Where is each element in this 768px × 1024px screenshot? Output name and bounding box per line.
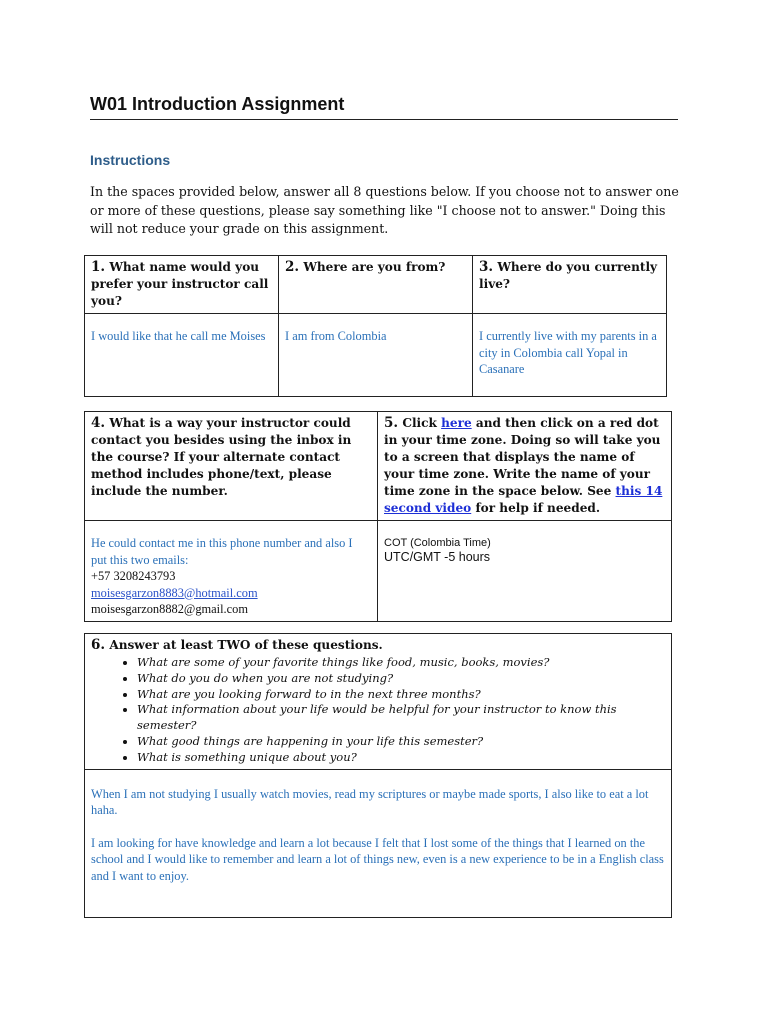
answer-6-paragraph-2: I am looking for have knowledge and learn a lot because I felt that I lost some of the things that I learned on the school and I would like to remember and learn a lot of things new, even is a new experience to be in a English class and I want to enjoy.	[91, 835, 664, 883]
questions-table-3	[84, 633, 672, 918]
question-6-bullet: • What are you looking forward to in the next three months?	[137, 687, 665, 703]
instructions-heading: Instructions	[90, 152, 171, 168]
question-6-bullet: • What are some of your favorite things like food, music, books, movies?	[137, 655, 665, 671]
question-6-bullet: • What do you do when you are not studying?	[137, 671, 665, 687]
answer-5[interactable]	[384, 536, 665, 564]
answer-2-cell[interactable]	[279, 314, 473, 397]
answer-1[interactable]: I would like that he call me Moises	[91, 329, 266, 343]
question-1-cell	[85, 256, 279, 314]
email-link-hotmail[interactable]: moisesgarzon8883@hotmail.com	[91, 585, 258, 600]
answer-4-cell[interactable]	[85, 521, 378, 622]
question-6: 6. Answer at least TWO of these questions.	[91, 637, 383, 653]
document-title: W01 Introduction Assignment	[90, 94, 678, 120]
answer-1-cell[interactable]	[85, 314, 279, 397]
question-6-cell	[85, 634, 672, 770]
answer-3-cell[interactable]	[473, 314, 667, 397]
timezone-name: COT (Colombia Time)	[384, 537, 491, 549]
question-3-cell	[473, 256, 667, 314]
answer-6-paragraph-1: When I am not studying I usually watch movies, read my scriptures or maybe made sports, I also like to eat a lot haha.	[91, 786, 649, 818]
answer-6-cell[interactable]	[85, 769, 672, 917]
answer-2[interactable]: I am from Colombia	[285, 329, 387, 343]
answer-5-cell[interactable]	[378, 521, 672, 622]
phone-number: +57 3208243793	[91, 569, 176, 583]
questions-table-2	[84, 411, 672, 622]
video-link[interactable]: this 14 second video	[384, 484, 663, 515]
question-5-cell	[378, 412, 672, 521]
question-4-cell	[85, 412, 378, 521]
question-6-list	[91, 655, 665, 766]
question-3: 3. Where do you currently live?	[479, 259, 658, 291]
answer-3[interactable]: I currently live with my parents in a city in Colombia call Yopal in Casanare	[479, 329, 657, 376]
answer-6[interactable]	[91, 786, 665, 885]
question-6-bullet: • What good things are happening in your life this semester?	[137, 734, 665, 750]
answer-4[interactable]	[91, 535, 371, 618]
question-5: 5. Click here and then click on a red dot in your time zone. Doing so will take you to a screen that displays the name of your time zone. Write the name of your time zone in the space below. See this 14 second video for help if needed.	[384, 415, 663, 515]
answer-4-intro: He could contact me in this phone number and also I put this two emails:	[91, 536, 353, 567]
question-6-bullet: • What information about your life would be helpful for your instructor to know this semester?	[137, 702, 665, 734]
here-link[interactable]: here	[441, 416, 472, 430]
question-6-bullet: • What is something unique about you?	[137, 750, 665, 766]
question-4: 4. What is a way your instructor could contact you besides using the inbox in the course? If your alternate contact method includes phone/text, please include the number.	[91, 415, 352, 498]
question-2: 2. Where are you from?	[285, 259, 446, 275]
question-1: 1. What name would you prefer your instructor call you?	[91, 259, 269, 308]
question-2-cell	[279, 256, 473, 314]
questions-table-1	[84, 255, 667, 397]
email-gmail: moisesgarzon8882@gmail.com	[91, 602, 248, 616]
instructions-text: In the spaces provided below, answer all 8 questions below. If you choose not to answer one or more of these questions, please say something like "I choose not to answer." Doing this will not reduce your grade on this assignment.	[90, 184, 679, 236]
timezone-offset: UTC/GMT -5 hours	[384, 550, 491, 564]
